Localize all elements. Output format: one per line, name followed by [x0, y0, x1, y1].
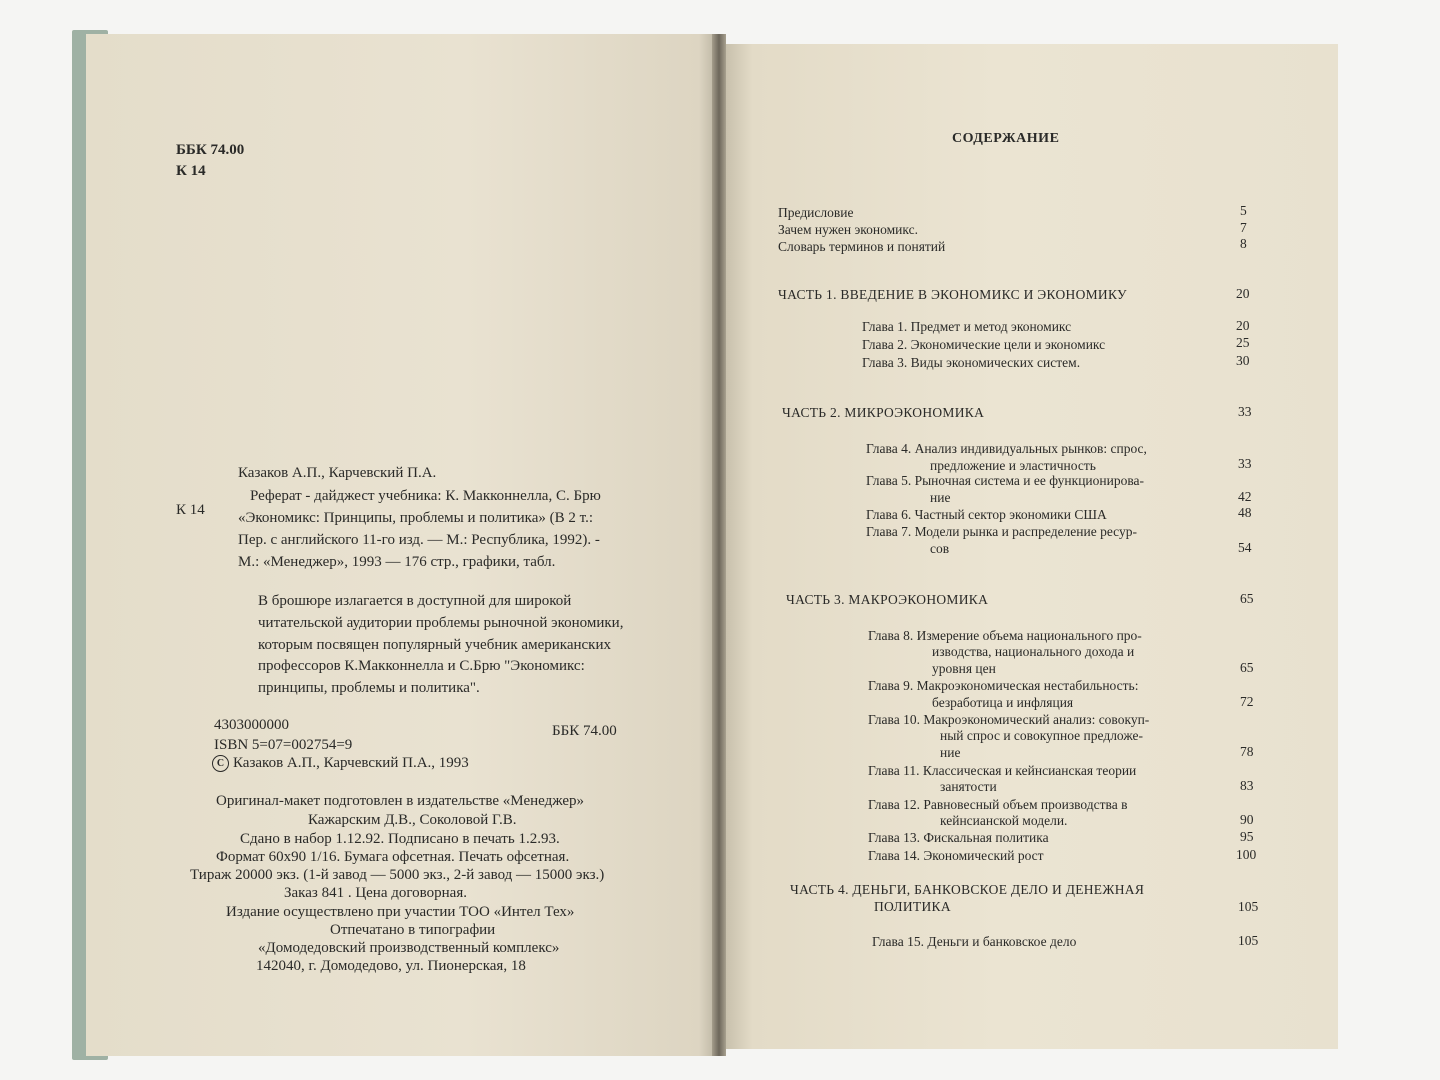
imprint-line-1: Оригинал-макет подготовлен в издательстве «Менеджер» [216, 793, 585, 809]
toc-part-4: ЧАСТЬ 4. ДЕНЬГИ, БАНКОВСКОЕ ДЕЛО И ДЕНЕЖНАЯ [790, 882, 1145, 897]
bbk-code-bottom: ББК 74.00 [552, 723, 617, 739]
imprint-line-8: Отпечатано в типографии [330, 922, 496, 938]
toc-chapter-6-page: 48 [1238, 505, 1252, 520]
biblio-line-4: Пер. с английского 11-го изд. — М.: Республика, 1992). - [238, 532, 600, 548]
toc-chapter-2-page: 25 [1236, 335, 1250, 350]
toc-chapter-1: Глава 1. Предмет и метод экономикс [862, 319, 1072, 334]
toc-part-3: ЧАСТЬ 3. МАКРОЭКОНОМИКА [786, 592, 989, 607]
biblio-line-2: Реферат - дайджест учебника: К. Макконнелла, С. Брю [250, 488, 601, 504]
author-mark-side: К 14 [176, 502, 205, 518]
toc-chapter-5: Глава 5. Рыночная система и ее функционирова- [866, 473, 1145, 488]
copyright-icon: C [212, 755, 229, 772]
author-mark-top: К 14 [176, 163, 206, 179]
publisher-code: 4303000000 [214, 717, 289, 733]
annotation-line-4: профессоров К.Макконнелла и С.Брю "Экономикс: [258, 658, 585, 674]
imprint-line-3: Сдано в набор 1.12.92. Подписано в печать 1.2.93. [240, 831, 560, 847]
book-gutter [712, 34, 726, 1056]
toc-chapter-7-line-2: сов [930, 541, 950, 556]
toc-chapter-8-page: 65 [1240, 660, 1254, 675]
toc-chapter-15-page: 105 [1238, 933, 1259, 948]
toc-chapter-4: Глава 4. Анализ индивидуальных рынков: спрос, [866, 441, 1147, 456]
imprint-line-7: Издание осуществлено при участии ТОО «Интел Тех» [226, 904, 575, 920]
imprint-line-10: 142040, г. Домодедово, ул. Пионерская, 18 [256, 958, 526, 974]
toc-chapter-1-page: 20 [1236, 318, 1250, 333]
toc-chapter-7: Глава 7. Модели рынка и распределение ресур- [866, 524, 1137, 539]
toc-chapter-2: Глава 2. Экономические цели и экономикс [862, 337, 1106, 352]
toc-part-1: ЧАСТЬ 1. ВВЕДЕНИЕ В ЭКОНОМИКС И ЭКОНОМИКУ [778, 287, 1127, 302]
toc-chapter-13: Глава 13. Фискальная политика [868, 830, 1049, 845]
toc-front-1-page: 5 [1240, 203, 1247, 218]
toc-chapter-14: Глава 14. Экономический рост [868, 848, 1044, 863]
toc-front-2-page: 7 [1240, 220, 1247, 235]
toc-chapter-6: Глава 6. Частный сектор экономики США [866, 507, 1107, 522]
imprint-line-6: Заказ 841 . Цена договорная. [284, 885, 467, 901]
annotation-line-5: принципы, проблемы и политика". [258, 680, 480, 696]
imprint-line-5: Тираж 20000 экз. (1-й завод — 5000 экз., 2-й завод — 15000 экз.) [190, 867, 605, 883]
toc-part-2-page: 33 [1238, 404, 1252, 419]
toc-chapter-4-line-2: предложение и эластичность [930, 458, 1096, 473]
toc-chapter-8: Глава 8. Измерение объема национального про- [868, 628, 1142, 643]
toc-front-3: Словарь терминов и понятий [778, 239, 946, 254]
imprint-line-2: Кажарским Д.В., Соколовой Г.В. [308, 812, 517, 828]
toc-front-3-page: 8 [1240, 236, 1247, 251]
toc-chapter-15: Глава 15. Деньги и банковское дело [872, 934, 1077, 949]
annotation-line-1: В брошюре излагается в доступной для широкой [258, 593, 572, 609]
copyright-line [212, 754, 469, 772]
toc-chapter-10-page: 78 [1240, 744, 1254, 759]
toc-chapter-3-page: 30 [1236, 353, 1250, 368]
toc-front-1: Предисловие [778, 205, 854, 220]
toc-chapter-10-line-2: ный спрос и совокупное предложе- [940, 728, 1143, 743]
toc-chapter-7-page: 54 [1238, 540, 1252, 555]
toc-chapter-10-line-3: ние [940, 745, 961, 760]
toc-part-3-page: 65 [1240, 591, 1254, 606]
biblio-line-5: М.: «Менеджер», 1993 — 176 стр., графики, табл. [238, 554, 556, 570]
toc-chapter-9-line-2: безработица и инфляция [932, 695, 1074, 710]
toc-chapter-9-page: 72 [1240, 694, 1254, 709]
annotation-line-2: читательской аудитории проблемы рыночной экономики, [258, 615, 624, 631]
toc-chapter-11-line-2: занятости [940, 779, 997, 794]
annotation-line-3: которым посвящен популярный учебник американских [258, 637, 611, 653]
toc-chapter-4-page: 33 [1238, 456, 1252, 471]
imprint-line-9: «Домодедовский производственный комплекс» [258, 940, 560, 956]
toc-chapter-12-line-2: кейнсианской модели. [940, 813, 1068, 828]
toc-chapter-8-line-3: уровня цен [932, 661, 996, 676]
toc-chapter-9: Глава 9. Макроэкономическая нестабильность: [868, 678, 1139, 693]
toc-chapter-5-line-2: ние [930, 490, 951, 505]
toc-chapter-14-page: 100 [1236, 847, 1257, 862]
biblio-line-3: «Экономикс: Принципы, проблемы и политика» (В 2 т.: [238, 510, 593, 526]
toc-front-2: Зачем нужен экономикс. [778, 222, 918, 237]
toc-chapter-5-page: 42 [1238, 489, 1252, 504]
toc-part-2: ЧАСТЬ 2. МИКРОЭКОНОМИКА [782, 405, 985, 420]
toc-part-4-line-2: ПОЛИТИКА [874, 899, 951, 914]
toc-chapter-12: Глава 12. Равновесный объем производства в [868, 797, 1128, 812]
toc-chapter-11-page: 83 [1240, 778, 1254, 793]
toc-chapter-11: Глава 11. Классическая и кейнсианская теории [868, 763, 1137, 778]
toc-chapter-12-page: 90 [1240, 812, 1254, 827]
toc-chapter-8-line-2: изводства, национального дохода и [932, 644, 1135, 659]
toc-title: СОДЕРЖАНИЕ [952, 131, 1060, 146]
bbk-code-top: ББК 74.00 [176, 142, 245, 158]
toc-chapter-3: Глава 3. Виды экономических систем. [862, 355, 1081, 370]
copyright-text: Казаков А.П., Карчевский П.А., 1993 [233, 755, 469, 771]
biblio-line-1: Казаков А.П., Карчевский П.А. [238, 465, 437, 481]
toc-part-4-page: 105 [1238, 899, 1259, 914]
toc-part-1-page: 20 [1236, 286, 1250, 301]
imprint-line-4: Формат 60х90 1/16. Бумага офсетная. Печать офсетная. [216, 849, 570, 865]
toc-chapter-13-page: 95 [1240, 829, 1254, 844]
toc-chapter-10: Глава 10. Макроэкономический анализ: совокуп- [868, 712, 1150, 727]
isbn: ISBN 5=07=002754=9 [214, 737, 353, 753]
